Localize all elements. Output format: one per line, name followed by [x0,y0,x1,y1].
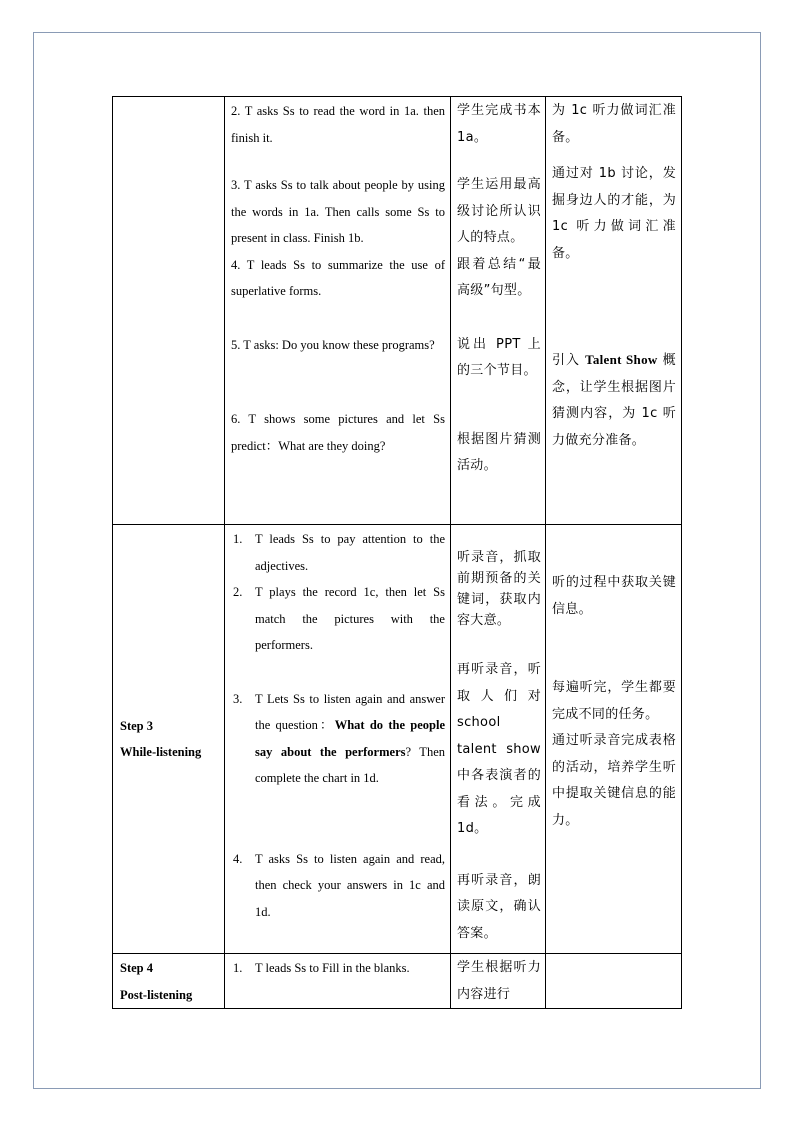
purpose-cell [546,954,682,1009]
purpose-cell [546,525,682,954]
student-item: 说出 PPT 上的三个节目。 [457,336,541,378]
purpose-item: 听的过程中获取关键信息。 [552,575,676,617]
talent-show-term: Talent Show [585,352,658,367]
student-item: 学生完成书本 1a。 [457,103,541,145]
teacher-item [231,846,445,926]
student-activity-cell [451,954,546,1009]
lesson-plan-table [112,96,682,1009]
purpose-item [552,347,676,454]
student-item: 根据图片猜测活动。 [457,431,541,473]
step-cell [113,525,225,954]
step-name: Post-listening [120,987,193,1002]
teacher-item [231,526,445,579]
teacher-item: 5. T asks: Do you know these programs? [231,337,435,352]
item-number: 2. [233,585,243,599]
teacher-activity-cell [225,525,451,954]
step-cell [113,954,225,1009]
item-text: ? Then complete the chart in 1d. [255,744,445,785]
purpose-item: 为 1c 听力做词汇准备。 [552,103,676,145]
student-item: 跟着总结“最高级”句型。 [457,256,541,298]
purpose-text: 引入 [552,353,580,368]
teacher-item: 3. T asks Ss to talk about people by using the words in 1a. Then calls some Ss to present in class. Finish 1b. [231,178,445,245]
teacher-item [231,686,445,792]
step-title: Step 4 [120,961,153,975]
teacher-activity-cell [225,954,451,1009]
step-name: While-listening [120,745,202,759]
table-row [113,954,682,1009]
student-activity-cell [451,525,546,954]
teacher-item [231,579,445,659]
step-title: Step 3 [120,718,153,733]
purpose-text: 概念，让学生根据图片猜测内容，为 1c 听力做充分准备。 [552,353,676,448]
student-item: 再听录音，朗读原文，确认答案。 [457,872,541,941]
teacher-item: 2. T asks Ss to read the word in 1a. then finish it. [231,104,445,145]
student-item: 学生运用最高级讨论所认识人的特点。 [457,177,541,245]
purpose-item: 通过对 1b 讨论，发掘身边人的才能，为 1c 听力做词汇准备。 [552,166,676,261]
student-activity-cell [451,97,546,525]
step-cell [113,97,225,525]
teacher-item: 4. T leads Ss to summarize the use of superlative forms. [231,257,445,298]
item-text: T Lets Ss to listen again and answer the question： [255,691,445,732]
item-text: T asks Ss to listen again and read, then check your answers in 1c and 1d. [255,851,445,919]
item-number: 4. [233,851,243,866]
item-number: 3. [233,691,243,706]
item-text: T plays the record 1c, then let Ss match the pictures with the performers. [255,585,445,652]
item-number: 1. [233,532,243,546]
item-text: T leads Ss to Fill in the blanks. [255,961,410,975]
student-item: 听录音，抓取前期预备的关键词，获取内容大意。 [457,550,541,628]
teacher-activity-cell [225,97,451,525]
purpose-item: 每遍听完，学生都要完成不同的任务。 [552,680,676,722]
item-text: T leads Ss to pay attention to the adjectives. [255,532,445,573]
purpose-cell [546,97,682,525]
student-item: 学生根据听力内容进行 [457,960,541,1002]
student-item: 再听录音，听取人们对 school talent show 中各表演者的看法。完成 1d。 [457,662,541,836]
item-number: 1. [233,961,243,975]
table-row [113,525,682,954]
table-row [113,97,682,525]
teacher-item: 6. T shows some pictures and let Ss predict：What are they doing? [231,412,445,453]
teacher-item [231,955,445,982]
purpose-item: 通过听录音完成表格的活动，培养学生听中提取关键信息的能力。 [552,733,676,828]
question-text: What do the people say about the performers [255,718,445,759]
